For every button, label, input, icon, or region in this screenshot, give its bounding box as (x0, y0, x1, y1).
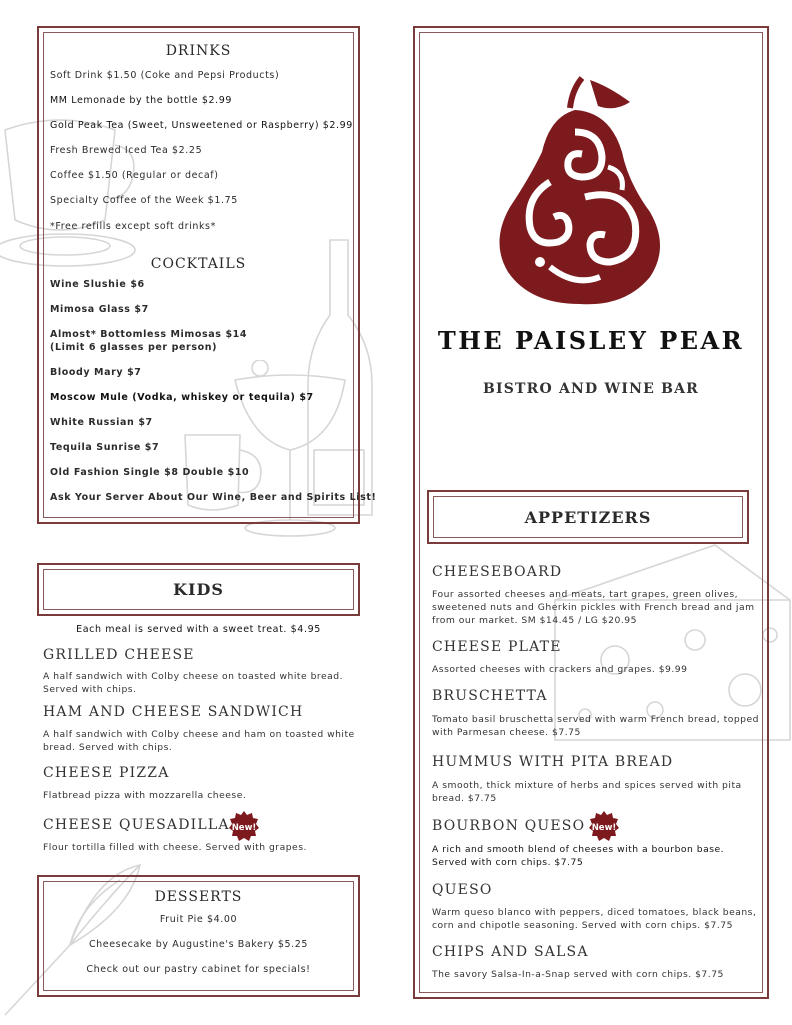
kids-heading: KIDS (173, 580, 224, 599)
kids-item-title: CHEESE QUESADILLA (43, 817, 230, 833)
cocktail-item: (Limit 6 glasses per person) (50, 342, 218, 353)
dessert-item: Cheesecake by Augustine's Bakery $5.25 (88, 939, 309, 950)
kids-item-desc: Served with chips. (43, 684, 137, 695)
brand-tagline: BISTRO AND WINE BAR (482, 381, 700, 397)
drink-item: Coffee $1.50 (Regular or decaf) (50, 170, 219, 181)
appetizer-desc: The savory Salsa-In-a-Snap served with corn chips. $7.75 (432, 969, 724, 980)
drink-item: Gold Peak Tea (Sweet, Unsweetened or Raspberry) $2.99 (50, 120, 353, 131)
dessert-item: Fruit Pie $4.00 (159, 914, 238, 925)
appetizer-desc: from our market. SM $14.45 / LG $20.95 (432, 615, 637, 626)
appetizer-desc: Assorted cheeses with crackers and grapes. $9.99 (432, 664, 688, 675)
cocktail-item: Wine Slushie $6 (50, 279, 145, 290)
cocktail-item: White Russian $7 (50, 417, 153, 428)
appetizer-desc: Served with corn chips. $7.75 (432, 857, 584, 868)
appetizer-desc: Tomato basil bruschetta served with warm French bread, topped (432, 714, 759, 725)
appetizer-title: CHEESE PLATE (432, 639, 562, 655)
kids-note: Each meal is served with a sweet treat. $4.95 (76, 624, 321, 635)
kids-item-desc: bread. Served with chips. (43, 742, 173, 753)
desserts-heading: DESSERTS (154, 889, 243, 905)
appetizer-desc: Warm queso blanco with peppers, diced tomatoes, black beans, (432, 907, 757, 918)
new-badge-label: New! (591, 823, 617, 833)
kids-item-title: GRILLED CHEESE (43, 647, 195, 663)
appetizer-desc: with Parmesan cheese. $7.75 (432, 727, 581, 738)
kids-item-desc: A half sandwich with Colby cheese and ham on toasted white (43, 729, 355, 740)
appetizer-desc: corn and chipotle seasoning. Served with corn chips. $7.75 (432, 920, 733, 931)
cocktail-item: Bloody Mary $7 (50, 367, 142, 378)
cocktail-item: Ask Your Server About Our Wine, Beer and Spirits List! (50, 492, 377, 503)
cocktail-item: Moscow Mule (Vodka, whiskey or tequila) $7 (50, 392, 314, 403)
cocktails-heading: COCKTAILS (150, 256, 247, 272)
appetizer-title: CHEESEBOARD (432, 564, 563, 580)
new-badge-icon (588, 810, 620, 842)
kids-item-desc: Flour tortilla filled with cheese. Served with grapes. (43, 842, 307, 853)
appetizer-title: CHIPS AND SALSA (432, 944, 589, 960)
appetizer-title: BRUSCHETTA (432, 688, 548, 704)
drink-item: *Free refills except soft drinks* (50, 221, 216, 232)
new-badge-icon (228, 810, 260, 842)
appetizer-desc: A rich and smooth blend of cheeses with a bourbon base. (432, 844, 725, 855)
dessert-item: Check out our pastry cabinet for specials! (86, 964, 311, 975)
kids-item-title: CHEESE PIZZA (43, 765, 170, 781)
cocktail-item: Almost* Bottomless Mimosas $14 (50, 329, 248, 340)
drink-item: Soft Drink $1.50 (Coke and Pepsi Products) (50, 70, 280, 81)
kids-item-desc: Flatbread pizza with mozzarella cheese. (43, 790, 247, 801)
appetizer-title: HUMMUS WITH PITA BREAD (432, 754, 674, 770)
pear-logo-icon (490, 72, 670, 308)
drink-item: MM Lemonade by the bottle $2.99 (50, 95, 233, 106)
cocktail-item: Old Fashion Single $8 Double $10 (50, 467, 250, 478)
drink-item: Fresh Brewed Iced Tea $2.25 (50, 145, 203, 156)
appetizer-desc: Four assorted cheeses and meats, tart grapes, green olives, (432, 589, 739, 600)
cocktail-item: Mimosa Glass $7 (50, 304, 149, 315)
kids-item-desc: A half sandwich with Colby cheese on toasted white bread. (43, 671, 344, 682)
new-badge-label: New! (231, 823, 257, 833)
appetizers-heading: APPETIZERS (524, 508, 652, 527)
drinks-heading: DRINKS (165, 43, 232, 59)
appetizer-desc: sweetened nuts and Gherkin pickles with French bread and jam (432, 602, 755, 613)
kids-item-title: HAM AND CHEESE SANDWICH (43, 704, 304, 720)
drink-item: Specialty Coffee of the Week $1.75 (50, 195, 238, 206)
appetizer-desc: A smooth, thick mixture of herbs and spices served with pita (432, 780, 742, 791)
brand-name: THE PAISLEY PEAR (437, 326, 745, 355)
appetizer-desc: bread. $7.75 (432, 793, 497, 804)
cocktail-item: Tequila Sunrise $7 (50, 442, 160, 453)
appetizer-title: QUESO (432, 882, 493, 898)
appetizer-title: BOURBON QUESO (432, 818, 586, 834)
